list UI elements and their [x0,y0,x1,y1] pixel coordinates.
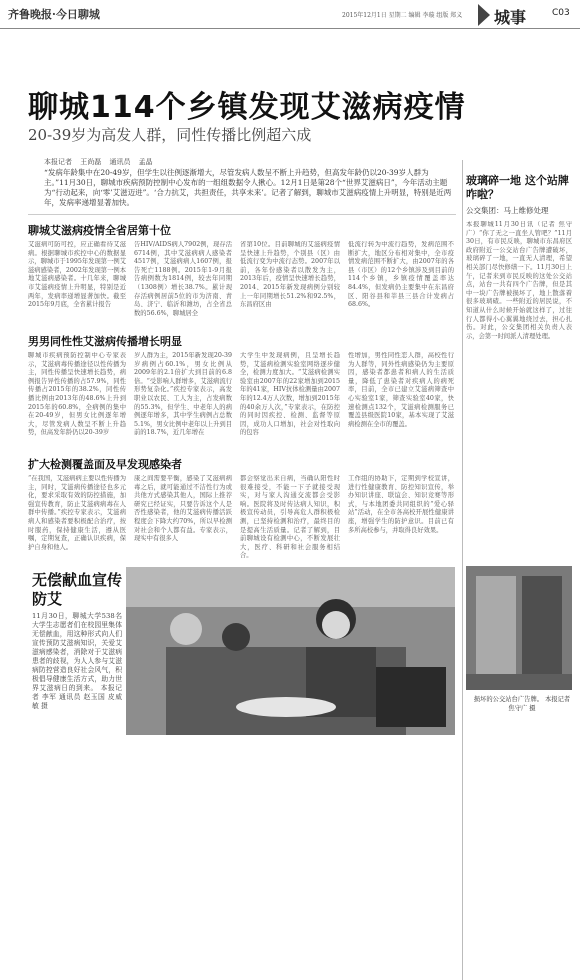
section-heading-3: 扩大检测覆盖面及早发现感染者 [28,458,182,471]
blood-donation-photo [126,567,455,735]
photo-illustration [466,566,572,690]
article-column: 都会察觉出来自病，当确认阳性时很难接受，不能一下子就接受现实，对与家人沟通交流都会受影响。医院将及时传达病人知识，积极宣传动员，引导高危人群积极检测，已坚持检测和治疗，最终目的是提高生活质量。记者了解到，目前聊城设有检测中心，不断发展壮大，医疗、科研和社会服务相结合。 [240,475,340,560]
byline: 本报记者 王尚磊 通讯员 孟晶 [44,158,153,166]
section-name: 城事 [494,8,527,27]
sidebar-title: 玻璃碎一地 这个站牌咋啦？ [466,174,569,201]
sidebar-body: 本报聊城11月30日讯（记者 焦守广）“你了无之一直坐人管吧？”11月30日，有市民反映，聊城市东昌府区政府附近一公交站台广告牌遭破坏，玻璃碎了一地，一直无人清理，希望相关部门尽快修缮一下。11月30日上午，记者来到市民反映的这处公交站点，站台一共有四个广告牌，但是其中一块广告牌被损坏了，地上散落着很多玻璃碴。一些附近的居民说，不知道从什么时候开始就这样了，过往行人都得小心翼翼地绕过去，担心扎伤。对此，公交集团相关负责人表示，会第一时间派人清理处理。 [466,221,572,340]
article-column: 告HIV/AIDS病人7902例，现存活6714例，其中艾滋病病人感染者4517例，艾滋病病人1607例，报告死亡1188例。2015年1-9月报告病例数为1814例，较去年同期（1308例）增长38.7%。累计现存活病例居前5位的市为济南、青岛、济宁、临沂和潍坊，占全省总数的56.6%，聊城居全 [134,241,232,317]
sidebar-subtitle: 公交集团：马上维修处理 [466,206,549,215]
photo-illustration [126,567,455,735]
section-tab [478,4,548,26]
article-column: 大学生中发现病例，且呈增长趋势，艾滋病检测实验室网络逐步健全，检测力度加大。“艾滋病检测实验室由2007年的22家增加到2015年的41家，HIV抗体检测量由2007年的12.4万人次数，增加到2015年的40余万人次，”专家表示，在防控的同时因疾控、检测、监督等原因，成功人口增加，社会对性取向的包容 [240,352,340,437]
section-heading-2: 男男同性性艾滋病传播增长明显 [28,335,182,348]
box-story-credit: 本报记者 李军 通讯员 赵玉国 皮威敏 摄 [32,684,122,710]
article-column: 康之间需要平衡，感染了艾滋病病毒之后，就可能通过不洁性行为或共他方式感染其他人，国际上推荐研究已经证实，只要告诉这个人是否性感染者，他的艾滋病传播活跃程度会下降大约70%，所以早检测对社会和个人都有益。专家表示，现实中有很多人 [134,475,232,543]
divider [28,214,456,215]
headline: 聊城114个乡镇发现艾滋病疫情 [28,90,466,125]
article-column: 岁人群为主，2015年新发现20-39岁病例占60.1%，男女比例从2009年的2.1倍扩大到目前的6.8倍。“受影响人群增多，艾滋病流行形势复杂化。”疾控专家表示，高发职业以农民、工人为主，占发病数的55.3%，但学生、中老年人的病例逐年增多，其中学生病例占总数5.1%，男女比例中老年以上升到目前的18.7%，近几年增在 [134,352,232,437]
article-column: 性增加，男性同性恋人群，高校性行为人群等，同外性病感染仍为主要原因，感染者都患者和病人的生活质量，降低了患染者对疾病人的病死率，目前，全市已建立艾滋病筛查中心实验室1家，筛查实验室40家，快速检测点132个，艾滋病检测服务已覆盖县级医院10家，基本实现了艾滋病检测在全市的覆盖。 [348,352,454,428]
section-heading-1: 聊城艾滋病疫情全省居第十位 [28,224,171,237]
article-column: 聊城市疾病预防控制中心专家表示，艾滋病毒传播途径以性传播为主，同性传播呈快速增长趋势，病例报告异性传播的占57.9%，同性传播占2015年的38.2%，同性传播比例由2013年的48.6%上升到2015年的60.8%，全病例的集中在20-49岁，但男女比例逐年增大，尽管发病人数呈不断上升趋势，但高发年龄仍以20-39岁 [28,352,126,437]
newspaper-logo: 齐鲁晚报·今日聊城 [8,8,100,21]
sidebar-photo-caption: 损坏的公交站台广告牌。 本报记者 焦守广 摄 [473,696,571,712]
subheadline: 20-39岁为高发人群，同性传播比例超六成 [28,126,312,144]
page-number: C03 [552,8,570,18]
section-arrow-icon [478,4,490,26]
article-column: 工作组的协助下，定期到学校宣讲，进行性健康教育、防控知识宣传，举办知识讲座、联谊会、知识竞赛等形式，与本地团委共同组织的“爱心驿站”活动，在全市各高校开展性健康讲座，增强学生的防护意识。目前已有多所高校参与，并取得良好效果。 [348,475,454,534]
box-story-title: 无偿献血宣传防艾 [32,571,123,608]
bus-stop-photo [466,566,572,690]
lead-paragraph: “发病年龄集中在20-49岁，但学生以往例逐渐增大，尽管发病人数呈不断上升趋势，但高发年龄仍以20-39岁人群为主。”11月30日，聊城市疾病预防控制中心发布的一组组数据令人揪心。12月1日是第28个“世界艾滋病日”，今年活动主题为“行动起来，向‘零’艾滋迈进”。‘合力抗艾，共担责任，共享未来’。记者了解到，聊城市艾滋病疫情上升明显，特别是近两年，发病率递增显著加快。 [44,168,452,207]
box-story-text: 11月30日，聊城大学538名大学生志愿者们在校园里集体无偿献血，用这种形式向人们宣传预防艾滋病知识，关爱艾滋病感染者，消除对于艾滋病患者的歧视，为人人参与艾滋病防控营造良好社会风气，积极倡导健康生活方式，助力世界艾滋病日的到来。 [32,612,122,692]
article-column: 低流行转为中流行趋势，发病范围不断扩大，地区分布相对集中，全市疫情发病范围不断扩大，由2007年的各县（市区）的12个乡镇涉及到目前的114个乡镇，乡镇疫情覆盖率达84.4%，但发病仍主要集中在东昌府区、阳谷县和莘县三县合计发病占68.6%。 [348,241,454,309]
box-story-body [32,612,122,736]
article-column: “在我国，艾滋病病主要以性传播为主，同时，艾滋病传播途径也多元化，要求采取有效的防控措施，加强宣传教育，防止艾滋病病毒在人群中传播。”疾控专家表示，艾滋病病人和感染者要积极配合治疗，按时服药，保持健康生活，遵从医嘱，定期复查，正确认识疾病，保护自身和他人。 [28,475,126,551]
article-column: 省第10位。目前聊城的艾滋病疫情呈快速上升趋势，个别县（区）由低流行变为中流行态势。2007年以前，各年份感染者以散发为主，2013年后，疫情呈快速增长趋势，2014、2015年新发现病例分别较上一年同期增长51.2%和92.5%，东昌府区由 [240,241,340,309]
article-column: 艾滋病可防可控，应正确看待艾滋病。根据聊城市疾控中心的数据显示，聊城市于1995年发现第一例艾滋病感染者，2002年发现第一例本地艾滋病感染者。十几年来，聊城市艾滋病疫情上升明显，特别是近两年，发病率递增显著加快。截至2015年9月底，全省累计报告 [28,241,126,309]
dateline: 2015年12月1日 星期二 编辑 李璇 组版 郑义 [342,12,463,19]
